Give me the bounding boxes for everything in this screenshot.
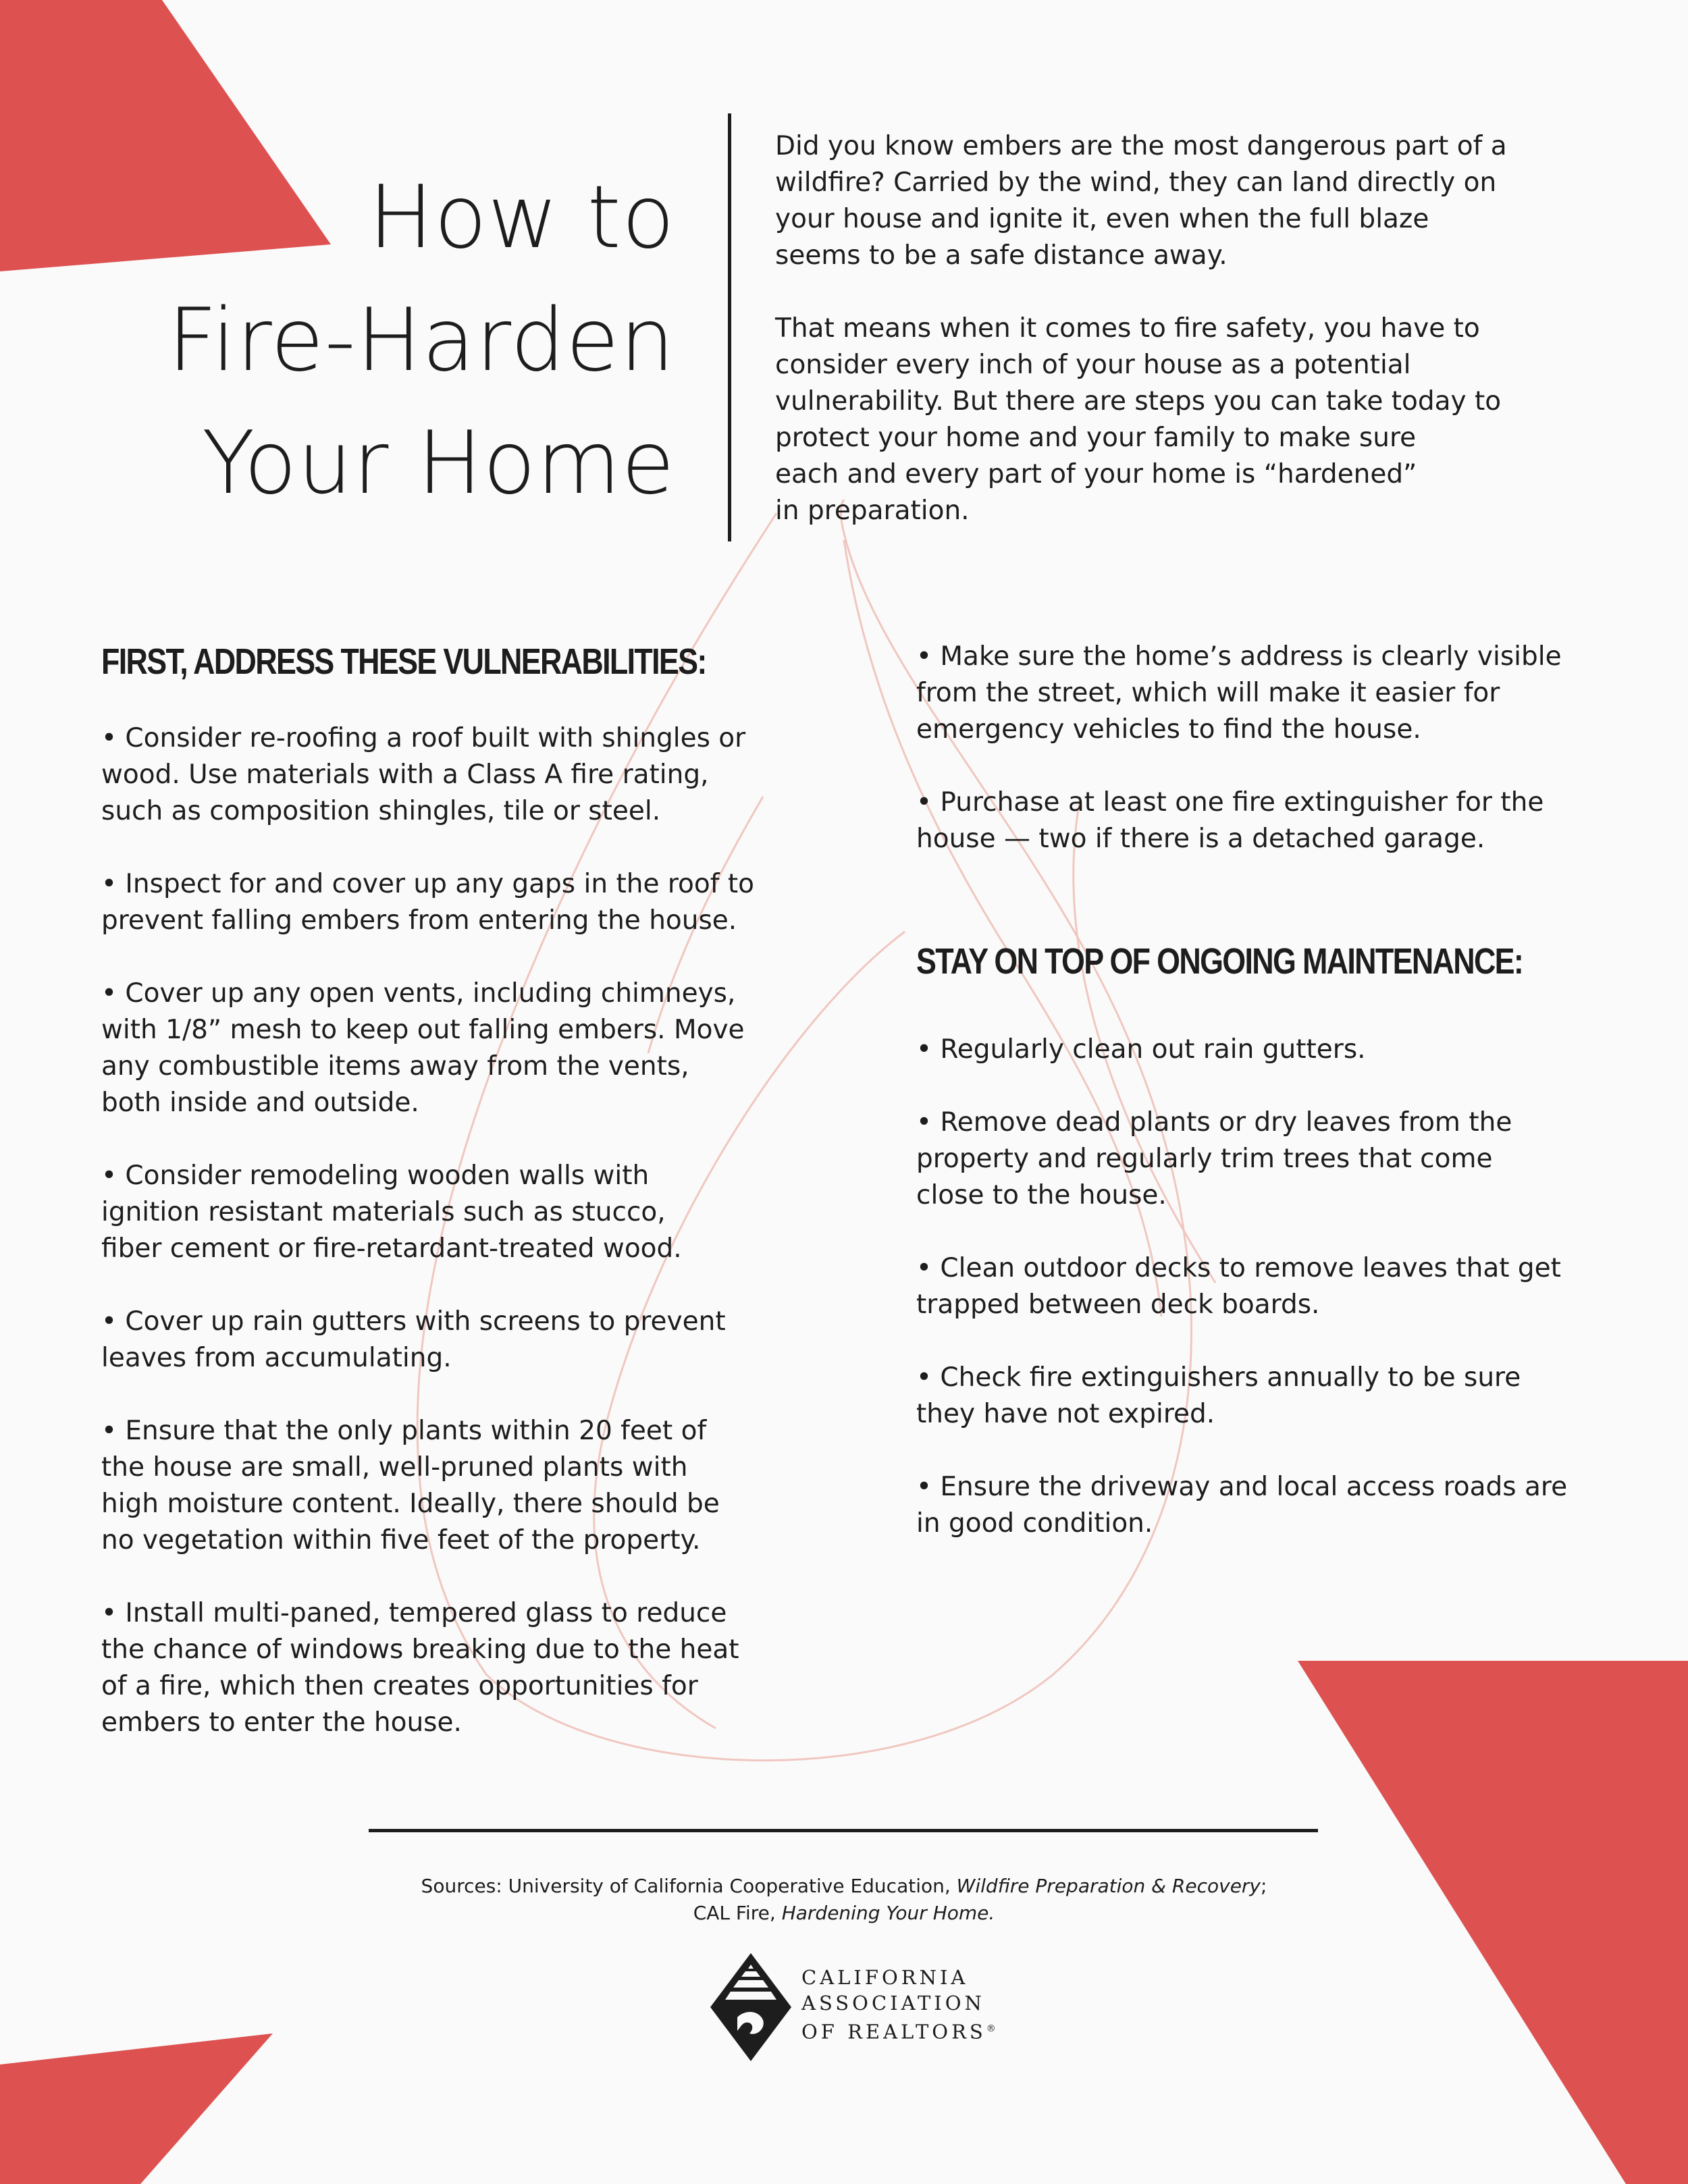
- car-logo-text: [801, 1965, 996, 2045]
- list-item: • Inspect for and cover up any gaps in the roof to prevent falling embers from entering the house.: [101, 869, 755, 936]
- list-item: • Cover up rain gutters with screens to prevent leaves from accumulating.: [101, 1306, 726, 1373]
- list-item: • Purchase at least one fire extinguisher for the house — two if there is a detached garage.: [916, 787, 1544, 854]
- title-line: How to: [368, 167, 675, 268]
- title-line: Fire-Harden: [167, 290, 675, 391]
- intro-paragraph: That means when it comes to fire safety, you have to consider every inch of your house as a potential vulnerability. But there are steps you can take today to protect your home and your family to make sure each and every part of your home is “hardened” in preparation.: [775, 313, 1502, 526]
- list-item: • Check fire extinguishers annually to be sure they have not expired.: [916, 1362, 1521, 1429]
- list-item: • Ensure the driveway and local access roads are in good condition.: [916, 1472, 1568, 1539]
- list-item: • Make sure the home’s address is clearly visible from the street, which will make it easier for emergency vehicles to find the house.: [916, 641, 1562, 745]
- logo-line: OF REALTORS®: [801, 2020, 996, 2044]
- intro-paragraph: Did you know embers are the most dangerous part of a wildfire? Carried by the wind, they can land directly on your house and ignite it, even when the full blaze seems to be a safe distance away.: [775, 131, 1507, 271]
- list-item: • Install multi-paned, tempered glass to reduce the chance of windows breaking due to the heat of a fire, which then creates opportunities for embers to enter the house.: [101, 1598, 739, 1738]
- vulnerabilities-list-right: [916, 639, 1612, 894]
- list-item: • Consider remodeling wooden walls with ignition resistant materials such as stucco, fiber cement or fire-retardant-treated wood.: [101, 1161, 682, 1264]
- title-divider: [728, 113, 731, 541]
- sources-line-1: Sources: University of California Cooperative Education, Wildfire Preparation & Recovery;: [421, 1875, 1267, 1897]
- list-item: • Clean outdoor decks to remove leaves that get trapped between deck boards.: [916, 1253, 1561, 1320]
- maintenance-list: [916, 1032, 1612, 1578]
- vulnerabilities-list-left: [101, 720, 797, 1778]
- vulnerabilities-heading: FIRST, ADDRESS THESE VULNERABILITIES:: [101, 641, 706, 682]
- list-item: • Remove dead plants or dry leaves from the property and regularly trim trees that come close to the house.: [916, 1107, 1512, 1210]
- footer-divider: [369, 1829, 1318, 1832]
- page-title: [81, 157, 675, 525]
- logo-line: ASSOCIATION: [801, 1992, 985, 2015]
- list-item: • Ensure that the only plants within 20 feet of the house are small, well-pruned plants with high moisture content. Ideally, there should be no vegetation within five feet of the property.: [101, 1416, 720, 1555]
- sources-note: [236, 1873, 1452, 1927]
- sources-line-2: CAL Fire, Hardening Your Home.: [693, 1902, 995, 1924]
- list-item: • Consider re-roofing a roof built with shingles or wood. Use materials with a Class A fire rating, such as composition shingles, tile or steel.: [101, 723, 746, 826]
- list-item: • Regularly clean out rain gutters.: [916, 1034, 1366, 1065]
- maintenance-heading: STAY ON TOP OF ONGOING MAINTENANCE:: [916, 941, 1523, 982]
- title-line: Your Home: [202, 413, 675, 514]
- bottom-left-triangle: [0, 2033, 273, 2184]
- list-item: • Cover up any open vents, including chimneys, with 1/8” mesh to keep out falling embers. Move any combustible items away from the vents, both inside and outside.: [101, 978, 745, 1118]
- intro-text: [775, 128, 1592, 566]
- logo-line: CALIFORNIA: [801, 1966, 969, 1989]
